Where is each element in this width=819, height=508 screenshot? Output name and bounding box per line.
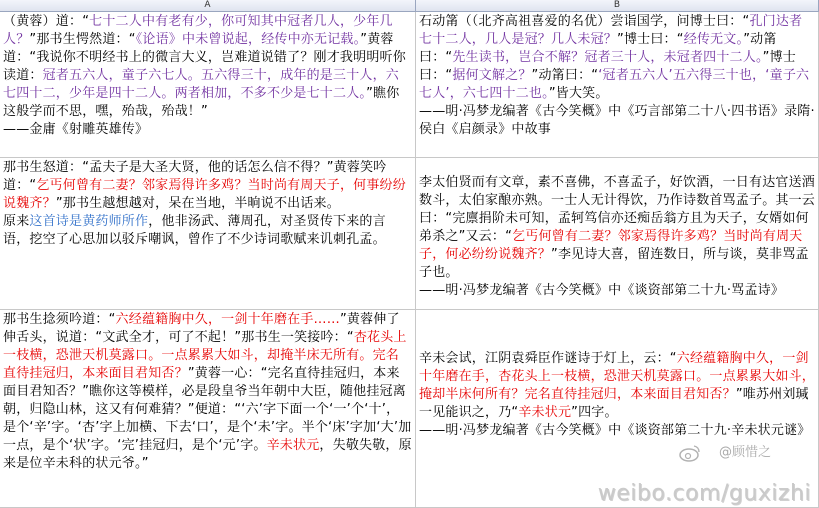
cell-text-run: 石动筩（（北齐高祖喜爱的名优）尝诣国学，问博士曰：“ bbox=[419, 14, 750, 29]
cell-text-run: ”瞧你这般学而不思，嘿，殆哉，殆哉！” bbox=[3, 86, 400, 119]
cell-text-run: 六经蕴籍胸中久，一剑十年磨在手…… bbox=[115, 312, 340, 327]
cell-text-run: （黄蓉）道：“ bbox=[3, 14, 90, 29]
column-header-b[interactable]: B bbox=[416, 0, 819, 12]
cell-text-run: 《论语》中未曾说起，经传中亦无记载。 bbox=[135, 32, 361, 47]
cell-text-run: ”动筩曰：“ bbox=[531, 68, 599, 83]
cell-b3[interactable] bbox=[416, 310, 819, 508]
source-citation: ——明·冯梦龙编著《古今笑概》中《谈资部第二十九·骂孟诗》 bbox=[419, 283, 785, 298]
cell-text-run: 孔门达者七十二人，几人是冠？几人未冠？ bbox=[419, 14, 803, 47]
source-citation: ——明·冯梦龙编著《古今笑概》中《谈资部第二十九·辛未状元谜》 bbox=[419, 423, 811, 438]
cell-text-run: 六经蕴籍胸中久，一剑十年磨在手，杏花头上一枝横，恐泄天机莫露口。一点累累大如斗，掩却半床何所有？完名直待挂冠归，本来面目君知否？ bbox=[419, 351, 816, 402]
cell-text-run: 先生读书，岂合不解？冠者三十人，未冠者四十二人。 bbox=[452, 50, 763, 65]
cell-text-run: 辛未状元 bbox=[518, 405, 572, 420]
cell-text-run: ”那书生愕然道：“ bbox=[29, 32, 136, 47]
cell-text-run: 杏花头上一枝横，恐泄天机莫露口。一点累累大如斗，却掩半床无所有。完名直待挂冠归，本来面目君知否？ bbox=[3, 330, 407, 381]
cell-text-run: ”黄蓉道：“我说你不明经书上的微言大义，岂难道说错了？刚才我明明听你读道： bbox=[3, 32, 406, 83]
cell-text-run: ”唯苏州刘瑊一见能识之，乃“ bbox=[419, 387, 809, 420]
cell-text-run: ，失敬失敬，原来是位辛未科的状元爷。” bbox=[3, 438, 412, 471]
watermark-handle: @顾惜之 bbox=[718, 445, 771, 460]
cell-text-run: ”李见诗大喜，留连数日，所与谈，莫非骂孟子也。 bbox=[419, 247, 809, 280]
cell-text-run: 乞丐何曾有二妻？邻家焉得许多鸡？当时尚有周天子，何必纷纷说魏齐？ bbox=[419, 229, 803, 262]
column-header-a[interactable]: A bbox=[0, 0, 416, 12]
cell-text-run: 那书生怒道：“孟夫子是大圣大贤，他的话怎么信不得？”黄蓉笑吟道：“ bbox=[3, 160, 387, 193]
cell-text-run: 据何文解之？ bbox=[452, 68, 532, 83]
cell-text-run: 原来 bbox=[3, 214, 30, 229]
watermark-url: weibo.com/guxizhi bbox=[597, 481, 811, 506]
cell-text-run: 辛未会试，江阴袁舜臣作谜诗于灯上，云：“ bbox=[419, 351, 677, 366]
cell-text-run: ”博士曰：“ bbox=[419, 50, 796, 83]
cell-grid bbox=[0, 12, 819, 508]
cell-b2[interactable] bbox=[416, 158, 819, 310]
source-citation: ——明·冯梦龙编著《古今笑概》中《巧言部第二十八·四书语》录隋·侯白《启颜录》中故事 bbox=[419, 104, 815, 137]
cell-a2[interactable] bbox=[0, 158, 416, 310]
cell-text-run: 经传无文。 bbox=[683, 32, 744, 47]
cell-text-run: 李太伯贤而有文章，素不喜佛，不喜孟子，好饮酒，一日有达官送酒数斗，太伯家酿亦熟。一士人无计得饮，乃作诗数首骂孟子。其一云曰：“完廪捐阶未可知，孟轲笃信亦还痴岳翁方且为天子，女婿如何弟杀之”又云：“ bbox=[419, 175, 816, 244]
cell-text-run: ”黄蓉伸了伸舌头，说道：“文武全才，可了不起！”那书生一笑接吟：“ bbox=[3, 312, 400, 345]
cell-text-run: 这首诗是黄药师所作 bbox=[29, 214, 149, 229]
cell-text-run: ”那书生越想越对，呆在当地，半晌说不出话来。 bbox=[55, 196, 340, 211]
cell-text-run: ”博士曰：“ bbox=[617, 32, 684, 47]
cell-text-run: 那书生捻须吟道：“ bbox=[3, 312, 116, 327]
cell-text-run: ”动筩曰：“ bbox=[419, 32, 777, 65]
source-citation: ——金庸《射雕英雄传》 bbox=[3, 122, 149, 137]
cell-text-run: 辛未状元 bbox=[266, 438, 320, 453]
cell-b1[interactable] bbox=[416, 12, 819, 158]
cell-text-run: ‘冠者五六人’五六得三十也，‘童子六七人’，六七四十二也。 bbox=[419, 68, 810, 101]
cell-text-run: ”皆大笑。 bbox=[548, 86, 609, 101]
cell-text-run: ”四字。 bbox=[571, 405, 618, 420]
cell-text-run: ，他非汤武、薄周孔，对圣贤传下来的言语，挖空了心思加以驳斥嘲讽，曾作了不少诗词歌赋来讥刺孔孟。 bbox=[3, 214, 386, 247]
cell-text-run: ”黄蓉一心：“完名直待挂冠归，本来面目君知否？”瞧你这等模样，必是段皇爷当年朝中大臣，随他挂冠离朝，归隐山林，这又有何难猜？”便道：“‘六’字下面一个‘一’个‘十’，是个‘辛’字。‘杏’字上加横、下去‘口’，是个‘未’字。半个‘床’字加‘大’加一点，是个‘状’字。‘完’挂冠归，是个‘元’字。 bbox=[3, 366, 412, 453]
cell-text-run: 冠者五六人，童子六七人。五六得三十，成年的是三十人，六七四十二，少年是四十二人。两者相加，不多不少是七十二人。 bbox=[3, 68, 400, 101]
cell-text-run: 乞丐何曾有二妻？邻家焉得许多鸡？当时尚有周天子，何事纷纷说魏齐？ bbox=[3, 178, 406, 211]
cell-a3[interactable] bbox=[0, 310, 416, 508]
cell-a1[interactable] bbox=[0, 12, 416, 158]
weibo-logo-icon bbox=[679, 444, 701, 462]
cell-text-run: 七十二人中有老有少，你可知其中冠者几人，少年几人？ bbox=[3, 14, 393, 47]
